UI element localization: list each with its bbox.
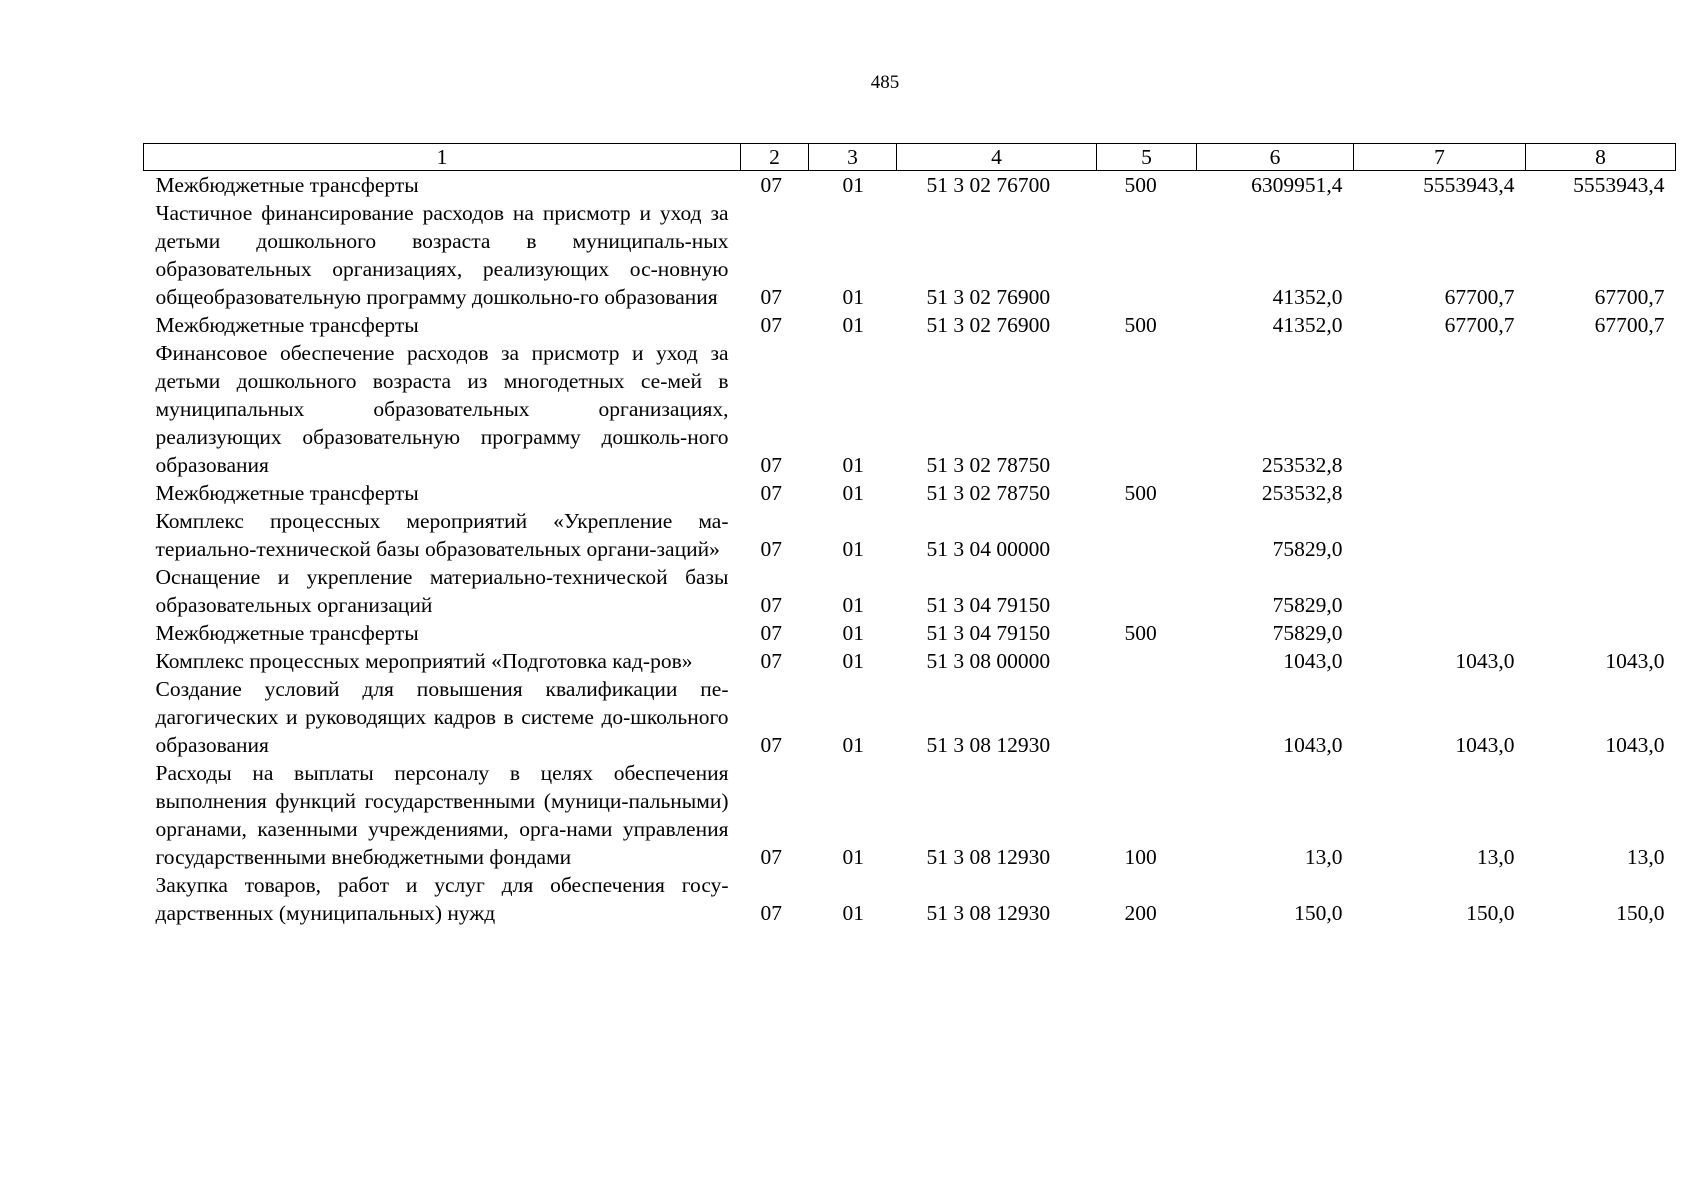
cell-amount-col8 [1526,619,1676,647]
cell-amount-col6: 41352,0 [1272,285,1343,309]
cell-description: Комплекс процессных мероприятий «Подготовка кад-ров» [155,649,693,673]
cell-expense-type: 500 [1124,313,1157,337]
cell-expense-type: 500 [1124,173,1157,197]
cell-expense-type [1097,675,1197,759]
cell-description: Межбюджетные трансферты [155,621,419,645]
cell-description: Финансовое обеспечение расходов за присмотр и уход за детьми дошкольного возраста из многодетных се-мей в муниципальных образовательных организациях, реализующих образовательную программу дошколь-ного образования [155,341,729,477]
column-header-2: 2 [741,144,809,171]
cell-amount-col7 [1354,339,1526,479]
cell-subsection: 01 [842,453,864,477]
cell-amount-col7: 13,0 [1476,845,1515,869]
cell-amount-col8: 150,0 [1616,901,1665,925]
table-row [144,479,1676,507]
cell-amount-col8: 5553943,4 [1573,173,1665,197]
cell-section: 07 [760,733,782,757]
cell-subsection: 01 [842,537,864,561]
cell-amount-col8: 67700,7 [1594,285,1665,309]
cell-amount-col7: 5553943,4 [1423,173,1515,197]
cell-description: Создание условий для повышения квалификации пе-дагогических и руководящих кадров в системе до-школьного образования [155,677,729,757]
cell-amount-col8: 67700,7 [1594,313,1665,337]
cell-target-article: 51 3 02 78750 [926,453,1051,477]
cell-target-article: 51 3 02 78750 [926,481,1051,505]
cell-amount-col8 [1526,479,1676,507]
cell-expense-type: 500 [1124,481,1157,505]
cell-amount-col8: 13,0 [1626,845,1665,869]
cell-amount-col6: 41352,0 [1272,313,1343,337]
cell-amount-col7: 150,0 [1466,901,1515,925]
column-header-3: 3 [809,144,897,171]
cell-amount-col6: 75829,0 [1272,621,1343,645]
table-row [144,647,1676,675]
cell-section: 07 [760,593,782,617]
cell-description: Комплекс процессных мероприятий «Укрепление ма-териально-технической базы образовательных органи-заций» [155,509,729,561]
cell-section: 07 [760,173,782,197]
cell-description: Закупка товаров, работ и услуг для обеспечения госу-дарственных (муниципальных) нужд [155,873,729,925]
table-row [144,871,1676,927]
cell-target-article: 51 3 08 12930 [926,845,1051,869]
cell-subsection: 01 [842,733,864,757]
cell-amount-col7 [1354,479,1526,507]
cell-amount-col8: 1043,0 [1605,649,1665,673]
cell-amount-col7 [1354,619,1526,647]
column-header-8: 8 [1526,144,1676,171]
cell-amount-col7: 1043,0 [1455,649,1515,673]
cell-target-article: 51 3 08 12930 [926,733,1051,757]
cell-amount-col6: 75829,0 [1272,593,1343,617]
cell-subsection: 01 [842,313,864,337]
column-header-7: 7 [1354,144,1526,171]
table-row [144,675,1676,759]
cell-subsection: 01 [842,593,864,617]
cell-amount-col8: 1043,0 [1605,733,1665,757]
cell-amount-col6: 150,0 [1294,901,1343,925]
cell-amount-col6: 253532,8 [1261,453,1343,477]
cell-expense-type [1097,647,1197,675]
cell-description: Оснащение и укрепление материально-технической базы образовательных организаций [155,565,729,617]
table-row [144,339,1676,479]
cell-section: 07 [760,901,782,925]
cell-expense-type: 100 [1124,845,1157,869]
table-body [144,171,1676,928]
cell-amount-col6: 13,0 [1304,845,1343,869]
cell-amount-col7 [1354,563,1526,619]
cell-subsection: 01 [842,285,864,309]
cell-target-article: 51 3 04 79150 [926,621,1051,645]
cell-section: 07 [760,313,782,337]
cell-amount-col6: 1043,0 [1283,733,1343,757]
table-row [144,311,1676,339]
table-row [144,563,1676,619]
cell-target-article: 51 3 02 76900 [926,313,1051,337]
cell-target-article: 51 3 04 00000 [926,537,1051,561]
table-row [144,619,1676,647]
cell-expense-type [1097,563,1197,619]
cell-description: Частичное финансирование расходов на присмотр и уход за детьми дошкольного возраста в муниципаль-ных образовательных организациях, реализующих ос-новную общеобразовательную программу дошкольно-го образования [155,201,729,309]
header-row [144,144,1676,171]
table-row [144,199,1676,311]
table-row [144,507,1676,563]
cell-amount-col8 [1526,563,1676,619]
cell-section: 07 [760,285,782,309]
cell-amount-col7: 67700,7 [1444,285,1515,309]
cell-expense-type [1097,339,1197,479]
cell-expense-type [1097,199,1197,311]
cell-subsection: 01 [842,621,864,645]
cell-target-article: 51 3 08 12930 [926,901,1051,925]
cell-amount-col6: 253532,8 [1261,481,1343,505]
cell-section: 07 [760,621,782,645]
cell-amount-col7: 67700,7 [1444,313,1515,337]
cell-section: 07 [760,649,782,673]
budget-table [143,143,1676,927]
table-row [144,759,1676,871]
cell-target-article: 51 3 04 79150 [926,593,1051,617]
cell-expense-type: 200 [1124,901,1157,925]
cell-amount-col7: 1043,0 [1455,733,1515,757]
cell-amount-col7 [1354,507,1526,563]
cell-section: 07 [760,845,782,869]
cell-expense-type [1097,507,1197,563]
column-header-1: 1 [144,144,741,171]
column-header-5: 5 [1097,144,1197,171]
cell-description: Межбюджетные трансферты [155,481,419,505]
column-header-4: 4 [897,144,1097,171]
cell-target-article: 51 3 02 76700 [926,173,1051,197]
cell-description: Межбюджетные трансферты [155,313,419,337]
cell-section: 07 [760,537,782,561]
cell-amount-col8 [1526,339,1676,479]
cell-description: Межбюджетные трансферты [155,173,419,197]
cell-section: 07 [760,481,782,505]
cell-amount-col6: 75829,0 [1272,537,1343,561]
cell-target-article: 51 3 02 76900 [926,285,1051,309]
cell-section: 07 [760,453,782,477]
cell-description: Расходы на выплаты персоналу в целях обеспечения выполнения функций государственными (муници-пальными) органами, казенными учреждениями, орга-нами управления государственными внебюджетными фондами [155,761,729,869]
column-header-6: 6 [1197,144,1354,171]
cell-subsection: 01 [842,173,864,197]
cell-target-article: 51 3 08 00000 [926,649,1051,673]
cell-amount-col6: 1043,0 [1283,649,1343,673]
cell-subsection: 01 [842,481,864,505]
cell-subsection: 01 [842,845,864,869]
table-row [144,171,1676,200]
cell-subsection: 01 [842,901,864,925]
cell-amount-col8 [1526,507,1676,563]
cell-expense-type: 500 [1124,621,1157,645]
cell-amount-col6: 6309951,4 [1251,173,1343,197]
page-number: 485 [870,72,900,93]
cell-subsection: 01 [842,649,864,673]
